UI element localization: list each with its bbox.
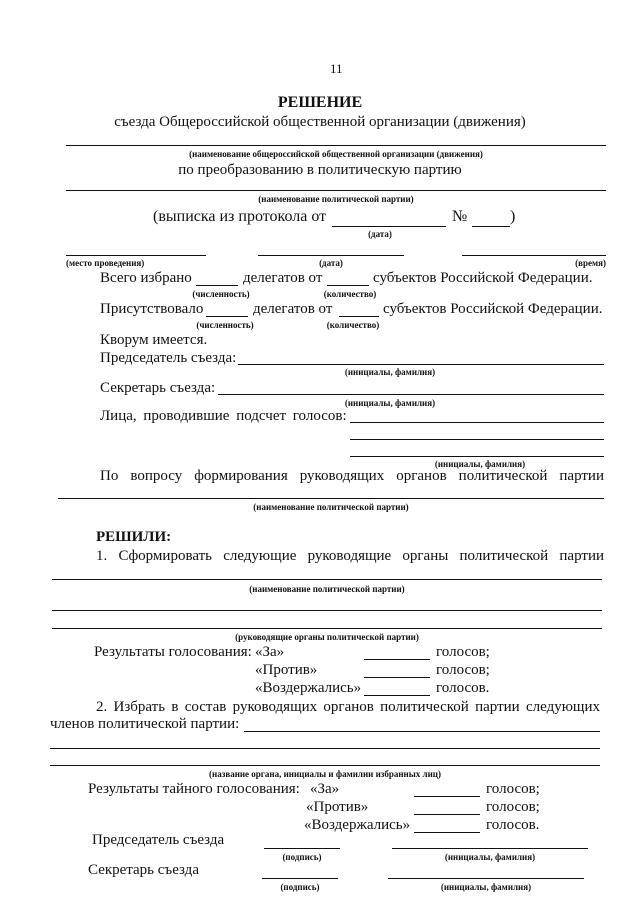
secretary-label: Секретарь съезда: — [100, 380, 216, 396]
voting2-label: Результаты тайного голосования: — [88, 781, 300, 797]
sign-chairman-signature-caption: (подпись) — [282, 852, 322, 862]
document-title: РЕШЕНИЕ — [277, 94, 363, 111]
secretary-line[interactable] — [218, 394, 604, 395]
item1-bodies-line-1[interactable] — [52, 610, 602, 611]
voting1-abstain-votes: голосов. — [436, 680, 490, 696]
voting1-for-votes: голосов; — [436, 644, 490, 660]
voting2-for-line[interactable] — [414, 796, 480, 797]
voting2-abstain-line[interactable] — [414, 832, 480, 833]
voting1-for-line[interactable] — [364, 659, 430, 660]
voting2-for-label: «За» — [310, 781, 340, 797]
voting2-abstain-votes: голосов. — [486, 817, 540, 833]
elected-suffix: субъектов Российской Федерации. — [373, 270, 593, 286]
extract-date-caption: (дата) — [368, 229, 392, 239]
counters-caption: (инициалы, фамилия) — [434, 459, 526, 469]
page-number: 11 — [330, 61, 343, 76]
counters-line-3[interactable] — [350, 456, 604, 457]
sign-secretary-name-caption: (инициалы, фамилия) — [440, 882, 532, 892]
item2-members-line-2[interactable] — [50, 748, 600, 749]
elected-qty-line[interactable] — [327, 285, 369, 286]
question-party-caption: (наименование политической партии) — [253, 502, 409, 512]
chairman-line[interactable] — [238, 364, 604, 365]
present-suffix: субъектов Российской Федерации. — [383, 301, 603, 317]
date-line[interactable] — [258, 255, 404, 256]
counters-line-1[interactable] — [350, 422, 604, 423]
present-qty-line[interactable] — [339, 316, 379, 317]
chairman-label: Председатель съезда: — [100, 350, 237, 366]
sign-secretary-signature-caption: (подпись) — [280, 882, 320, 892]
item1-text: 1. Сформировать следующие руководящие органы политической партии — [96, 548, 604, 564]
resolved-heading: РЕШИЛИ: — [96, 529, 172, 545]
party-name-caption: (наименование политической партии) — [258, 194, 414, 204]
question-text: По вопросу формирования руководящих органов политической партии — [100, 468, 604, 484]
item1-party-caption: (наименование политической партии) — [249, 584, 405, 594]
sign-secretary-name-line[interactable] — [388, 878, 584, 879]
voting1-against-votes: голосов; — [436, 662, 490, 678]
voting1-label: Результаты голосования: — [94, 644, 252, 660]
voting1-abstain-line[interactable] — [364, 695, 430, 696]
elected-qty-caption: (количество) — [323, 289, 377, 299]
extract-number-sign: № — [452, 208, 468, 225]
present-count-caption: (численность) — [196, 320, 254, 330]
voting1-against-label: «Против» — [255, 662, 318, 678]
party-name-line[interactable] — [66, 190, 606, 191]
elected-prefix: Всего избрано — [100, 270, 192, 286]
sign-secretary-label: Секретарь съезда — [88, 862, 199, 878]
sign-chairman-name-line[interactable] — [392, 848, 588, 849]
item2-line-2: членов политической партии: — [50, 716, 240, 732]
org-name-caption: (наименование общероссийской общественной организации (движения) — [189, 149, 483, 159]
place-line[interactable] — [66, 255, 206, 256]
sign-chairman-label: Председатель съезда — [92, 832, 225, 848]
item2-caption: (название органа, инициалы и фамилии избранных лиц) — [209, 769, 441, 779]
voting2-against-votes: голосов; — [486, 799, 540, 815]
voting1-for-label: «За» — [255, 644, 285, 660]
voting1-against-line[interactable] — [364, 677, 430, 678]
time-caption: (время) — [575, 258, 606, 268]
voting2-against-line[interactable] — [414, 814, 480, 815]
sign-chairman-name-caption: (инициалы, фамилия) — [444, 852, 536, 862]
voting2-against-label: «Против» — [306, 799, 369, 815]
extract-suffix: ) — [510, 208, 516, 225]
elected-middle: делегатов от — [243, 270, 323, 286]
present-qty-caption: (количество) — [326, 320, 380, 330]
place-caption: (место проведения) — [66, 258, 145, 268]
secretary-caption: (инициалы, фамилия) — [344, 398, 436, 408]
present-count-line[interactable] — [206, 316, 248, 317]
sign-secretary-signature-line[interactable] — [262, 878, 338, 879]
counters-line-2[interactable] — [350, 439, 604, 440]
transform-text: по преобразованию в политическую партию — [178, 162, 462, 178]
chairman-caption: (инициалы, фамилия) — [344, 367, 436, 377]
present-middle: делегатов от — [253, 301, 333, 317]
extract-prefix: (выписка из протокола от — [153, 208, 327, 225]
voting1-abstain-label: «Воздержались» — [255, 680, 362, 696]
elected-count-line[interactable] — [196, 285, 238, 286]
voting2-abstain-label: «Воздержались» — [304, 817, 411, 833]
item2-members-line-1[interactable] — [244, 731, 600, 732]
document-subtitle: съезда Общероссийской общественной организации (движения) — [114, 114, 526, 130]
sign-chairman-signature-line[interactable] — [264, 848, 340, 849]
quorum-text: Кворум имеется. — [100, 332, 208, 348]
item2-members-line-3[interactable] — [50, 765, 600, 766]
date-caption: (дата) — [319, 258, 343, 268]
elected-count-caption: (численность) — [192, 289, 250, 299]
org-name-line[interactable] — [66, 145, 606, 146]
item1-party-line[interactable] — [52, 579, 602, 580]
extract-date-line[interactable] — [332, 226, 446, 227]
item1-bodies-line-2[interactable] — [52, 628, 602, 629]
counters-label: Лица, проводившие подсчет голосов: — [100, 408, 347, 424]
voting2-for-votes: голосов; — [486, 781, 540, 797]
time-line[interactable] — [462, 255, 606, 256]
item1-bodies-caption: (руководящие органы политической партии) — [235, 632, 419, 642]
question-party-line[interactable] — [58, 498, 604, 499]
extract-number-line[interactable] — [472, 226, 510, 227]
item2-line-1: 2. Избрать в состав руководящих органов политической партии следующих — [96, 699, 600, 715]
present-prefix: Присутствовало — [100, 301, 204, 317]
